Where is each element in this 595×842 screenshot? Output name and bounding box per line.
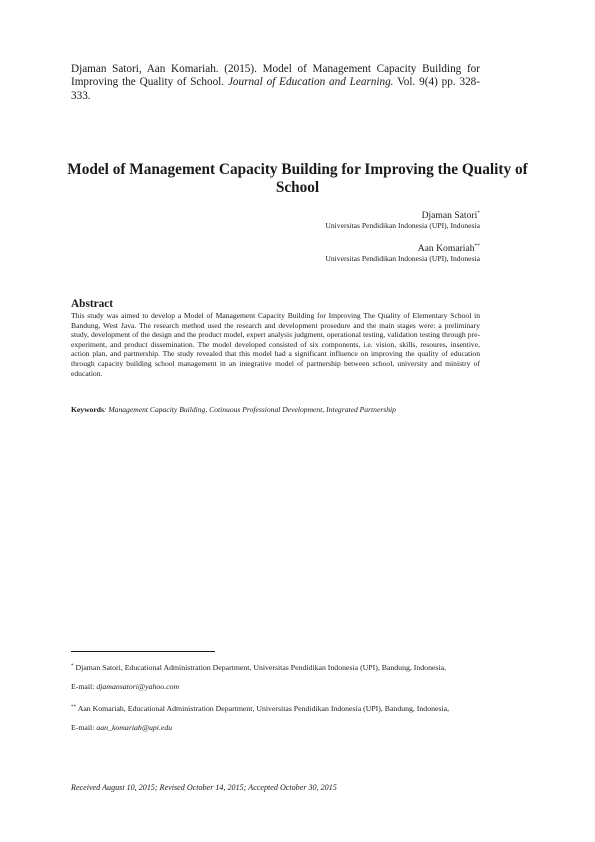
received-dates: Received August 10, 2015; Revised October 14, 2015; Accepted October 30, 2015 <box>71 783 337 792</box>
footnote-text: Djaman Satori, Educational Administration Department, Universitas Pendidikan Indonesia (UPI), Bandung, Indonesia, E-mail: <box>71 663 447 691</box>
citation-authors-year: Djaman Satori, Aan Komariah. (2015). <box>71 63 257 75</box>
abstract-body: This study was aimed to develop a Model of Management Capacity Building for Improving The Quality of Elementary School in Bandung, West Java. The research method used the research and development prosedure and the main stages were: a preliminary study, development of the design and the product model, expert analysis judgment, operational testing, validation testing through pre-experiment, and product dissemination. The model developed consisted of six components, i.e. vision, skills, resoures, insentive, action plan, and partnership. The study revealed that this model had a significant influence on improving the quality of education through capacity building school management in an integrative model of partnership between school, university and ministry of education. <box>71 311 480 378</box>
author-block <box>325 208 480 230</box>
author-name: Aan Komariah <box>417 243 475 254</box>
abstract-heading: Abstract <box>71 298 114 310</box>
citation-journal: Journal of Education and Learning. <box>227 76 394 89</box>
citation-volume-pages: Vol. 9(4) pp. 328-333. <box>71 76 480 102</box>
author-affiliation: Universitas Pendidikan Indonesia (UPI), Indonesia <box>325 221 480 230</box>
footnote-mark: * <box>71 663 74 669</box>
footnote <box>71 657 451 696</box>
footnote-email: djamansatori@yahoo.com <box>96 681 180 691</box>
footnote-email: aan_komariah@upi.edu <box>96 722 173 732</box>
author-mark: ** <box>474 243 480 249</box>
keywords <box>71 405 480 415</box>
footnote-mark: ** <box>71 704 77 710</box>
author-block <box>325 241 480 263</box>
footnote-divider <box>71 651 215 652</box>
author-mark: * <box>477 210 480 216</box>
keywords-label: Keywords <box>71 405 104 414</box>
author-affiliation: Universitas Pendidikan Indonesia (UPI), Indonesia <box>325 254 480 263</box>
paper-title: Model of Management Capacity Building for Improving the Quality of School <box>67 161 528 196</box>
author-name: Djaman Satori <box>421 210 478 221</box>
citation-article-title: Model of Management Capacity Building for Improving the Quality of School. <box>71 63 480 89</box>
citation <box>71 63 480 103</box>
footnote-text: Aan Komariah, Educational Administration Department, Universitas Pendidikan Indonesia (UPI), Bandung, Indonesia, E-mail: <box>71 704 450 732</box>
keywords-values: : Management Capacity Building, Cotinuous Professional Development, Integrated Partnership <box>103 405 396 414</box>
footnote <box>71 698 451 737</box>
